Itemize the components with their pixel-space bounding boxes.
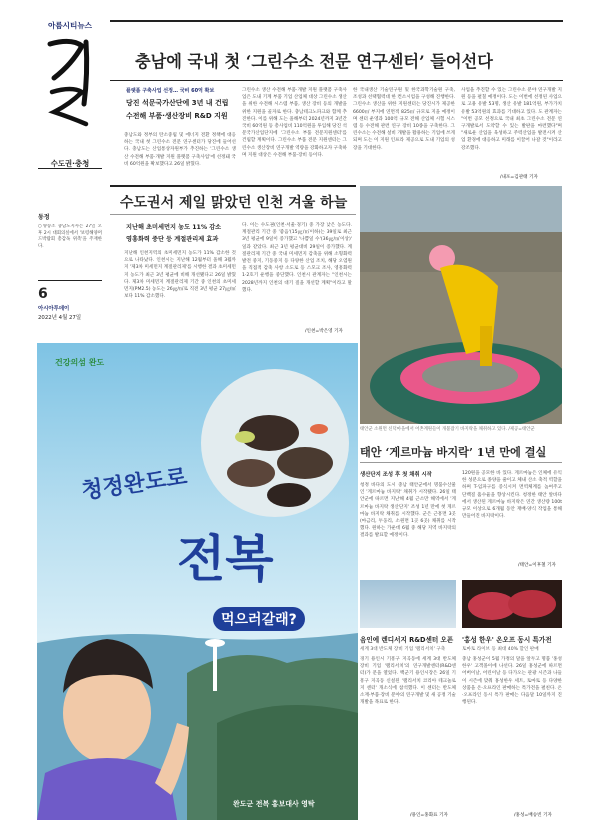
article-body-col: 다. 이는 수도권(인천·서울·경기) 중 가장 낮은 농도다. 계절관리 기간 중 '좋음'(15㎍/㎥이하)는 39일로 최근 3년 평균에 9일이 증가했고 '나쁨일 수'(36㎍/㎥이상)' 일과 같았다. 최근 3년 평균대비 29일이 증가했다. 계절관리제 기간 중 국내 미세먼지 감축을 위해 소형화력발전 중지, 기동중지 등 다양한 산업 조치, 해당 오염원을 직접적 감축 사항 소도로 등 스모크 조사, 영흥화력 1·2호기 운행을 중단했다. 인천시 관계자는 "인천시는 2028년까지 인천의 대기 질을 개선할 계획"이라고 말했다. <box>242 223 352 293</box>
article-body-col: 지난해 인천지역의 초미세먼지 농도가 11% 감소한 것으로 나타났다. 인천시는 지난해 12월부터 올해 3월까지 '제3차 미세먼지 계절관리제'를 시행한 결과 초미세먼지 농도가 최근 3년 평균에 비해 개선됐다고 26일 밝혔다. 제3차 미세먼지 계절관리제 기간 중 인천의 초미세먼지(PM2.5) 농도는 26㎍/㎥로 직전 3년 평균 27㎍/㎥보다 11% 감소했다. <box>124 251 236 300</box>
byline: /태안=이후철 기자 <box>518 563 556 568</box>
headline-clam: 태안 ‘게르마늄 바지락’ 1년 만에 결실 <box>360 445 547 459</box>
clam-harvest-photo <box>360 186 562 424</box>
article-body-col: 그린수소 생산 수전해 부품·개발 지원 플랫폼 구축사업은 도내 기계 부품 기업 산업체 대상 그린수소 생산을 위한 수전해 시스템 부품, 생산 장비 등의 개발을 위한 지원을 골자로 한다. 충남테크노파크와 함께 추진한다. 이를 위해 도는 올해부터 2024년까지 3년간 국비 60억원 등 총사업비 110억원을 투입해 당진 석문국가산업단지에 '그린수소 부품 전문지원센터'를 건립할 계획이다. 그린수소 부품 전문 지원센터는 그린수소 생산장비 연구개발 역량을 강화하고자 구축하며 지원 대상은 수전해 부품·장비 등이다. <box>242 88 347 158</box>
subhead-1: 지난해 초미세먼지 농도 11% 감소 <box>126 224 222 231</box>
article-body-col: 충남도와 정부의 탄소중립 및 에너지 전환 정책에 대응하는 국내 첫 그린수소 전문 연구센터가 당진에 들어선다. 충남도는 산업통상자원부가 추진하는 '그린수소 생산 수전해 부품·개발 지원 플랫폼 구축사업'에 선정돼 국비 60억원을 확보했다고 26일 밝혔다. <box>124 133 236 167</box>
article-body-col: 청정 바다의 도시 충남 태안군에서 명품수산물인 '게르마늄 바지락' 채취가 시작됐다. 26일 태안군에 따르면 지난해 4월 근소만 해역에서 '게르마늄 바지락 생산단지' 조성 1년 만에 첫 게르마늄 바지락 채취를 시작했다. 군은 근흥면 3곳(마금리, 두웅리, 소원면 1곳 6곳) 채취를 시작했다. 원하는 가운데 6월 중 해당 지역 바지락의 결과를 발표할 예정이다. <box>360 483 456 539</box>
bulletin-box <box>38 212 102 284</box>
subhead-1: 플랫폼 구축사업 선정… 국비 60억 확보 <box>126 88 215 94</box>
paper-name: 아시아투데이 <box>38 306 70 312</box>
subhead-2: 영흥화력 중단 등 계절관리제 효과 <box>126 236 219 243</box>
headline-lam: 음인에 렌디서지 R&D센터 오픈 <box>360 636 454 644</box>
caption-credit: /제공=태안군 <box>508 427 535 432</box>
byline: /내포=김관태 기자 <box>500 175 538 180</box>
issue-date: 2022년 4월 27일 <box>38 315 82 321</box>
byline: /홍성=배승빈 기자 <box>514 813 552 818</box>
article-body-col: 사업을 추진할 수 있는 그린수소 분야 연구개발 지원 등을 펼칠 예정이다. 도는 이번에 선정된 사업으로 고용 유발 53명, 생산 유발 181억원, 부가가치 유발 53억원의 효과를 기대하고 있다. 도 관계자는 "이번 공모 선정으로 국내 최초 그린수소 전문 연구개발로서 도약할 수 있는 발판을 마련했다"며 "새로운 산업을 육성하고 주력산업을 발전시켜 산업 환경에 대응하고 미래를 이끌어 나갈 것"이라고 강조했다. <box>461 88 562 151</box>
poster-big-word: 전복 <box>177 529 274 588</box>
byline: /용인=홍화표 기자 <box>410 813 448 818</box>
headline-hydrogen: 충남에 국내 첫 ‘그린수소 전문 연구센터’ 들어선다 <box>135 52 493 71</box>
brand-name: 아름시티뉴스 <box>47 21 92 30</box>
headline-hanwoo: '홍성 한우' 온오프 동시 특가전 <box>462 636 552 644</box>
section-region: 수도권·충청 <box>50 159 90 168</box>
wando-abalone-ad <box>37 343 358 820</box>
lam-research-photo <box>360 580 456 628</box>
caption-text: 태안군 소원면 신덕마을에서 어촌계원들이 개불잡기 바지락을 채취하고 있다. <box>360 427 507 432</box>
masthead <box>38 20 102 170</box>
article-body-col: 경기 용인시 기흥구 지곡동에 세계 3대 반도체 장비 기업 '램리서치'의 연구개발센터(R&D센터)가 문을 열었다. 백군기 용인시장은 26일 기흥구 지곡동 신설된 '램리서치 코리아 테크놀로지 센터' 개소식에 참석했다. 이 센터는 반도체 소재·부품·장비 분야의 연구개발 및 새 공정 기술 개발을 목표로 한다. <box>360 657 456 706</box>
byline: /인천=박은영 기자 <box>305 329 343 334</box>
headline-incheon: 수도권서 제일 맑았던 인천 겨울 하늘 <box>120 195 348 211</box>
gil-calligraphy-logo <box>42 34 98 144</box>
bulletin-title: 동정 <box>38 214 50 221</box>
subhead-1: 토마토 라이브 등 최대 40% 할인 판매 <box>462 647 539 652</box>
poster-tagline: 먹으러갈래? <box>213 607 305 631</box>
subhead-1: 생산단지 조성 후 첫 채취 시작 <box>360 472 432 478</box>
subheads-incheon <box>126 222 241 243</box>
article-body-col: 충남 홍성군이 5월 가정의 달을 앞두고 명품 '홍성한우' 고객몰이에 나선다. 26일 홍성군에 따르면 어버이날, 어린이날 등 다가오는 관광 시즌과 나들이 시즌에 맞춰 홍성한우 세트, 토마토 등 다양한 상품을 온·오프라인 판매하는 특가전을 펼친다. 온·오프라인 동시 특가 판매는 다음달 10일까지 진행된다. <box>462 657 562 706</box>
subhead-1: 세계 3대 반도체 장비 기업 '램리서치' 구축 <box>360 647 446 652</box>
poster-footer: 완도군 전복 홍보대사 영탁 <box>233 800 315 808</box>
wando-logo: 건강의섬 완도 <box>55 358 105 367</box>
photo-caption <box>360 426 562 432</box>
beef-art <box>462 580 562 628</box>
poster-slogan: 청정완도로 <box>79 463 189 505</box>
bulletin-body: ○양승조 충남도지사는 27일 오후 2시 대회의실에서 '보령해양머드박람회 총감독 위촉'을 주재한다. <box>38 224 102 249</box>
subhead-2: 당진 석문국가산단에 3년 내 건립 <box>126 99 229 107</box>
article-body-col: 한 국내생산 기술연구원 및 한국과학기술원 구축, 조성과 선택협력대 한 컨소시엄을 구성해 진행한다. 그린수소 생산을 위한 지원센터는 당진시가 제공한 6600㎡ 부지에 연면적 825㎡ 규모로 지을 예정이며 센터 운영과 100억 규모 전해 산업체 시험 시스템 등 수전해 관련 연구 장비 10종을 구축한다. 그린수소는 수전해 설비 개발을 활용하는 기업에 쓰게 되며 도는 이 지원 인프라 제공으로 도내 기업의 성장을 기대한다. <box>353 88 455 151</box>
page-number: 6 <box>38 286 48 302</box>
hanwoo-photo <box>462 580 562 628</box>
article-body-col: 120원을 공모한 바 있다. 게르마늄은 인체에 유익한 성분으로 종양을 줄이고 체내 산소 축적 역할을 하며 T-임파구를 증식시켜 면역체계를 높여주고 단백질 흡수율을 향상시킨다. 청정한 태안 앞바다에서 생산된 게르마늄 바지락은 연간 생산량 100t 규모 이상으로 6개월 동안 재배·양식 작업을 통해 만들어진 바지락이다. <box>462 471 562 520</box>
subhead-3: 수전해 부품·생산장비 R&D 지원 <box>126 112 228 120</box>
subheads-hydrogen <box>126 87 236 121</box>
photo-art <box>360 186 562 424</box>
